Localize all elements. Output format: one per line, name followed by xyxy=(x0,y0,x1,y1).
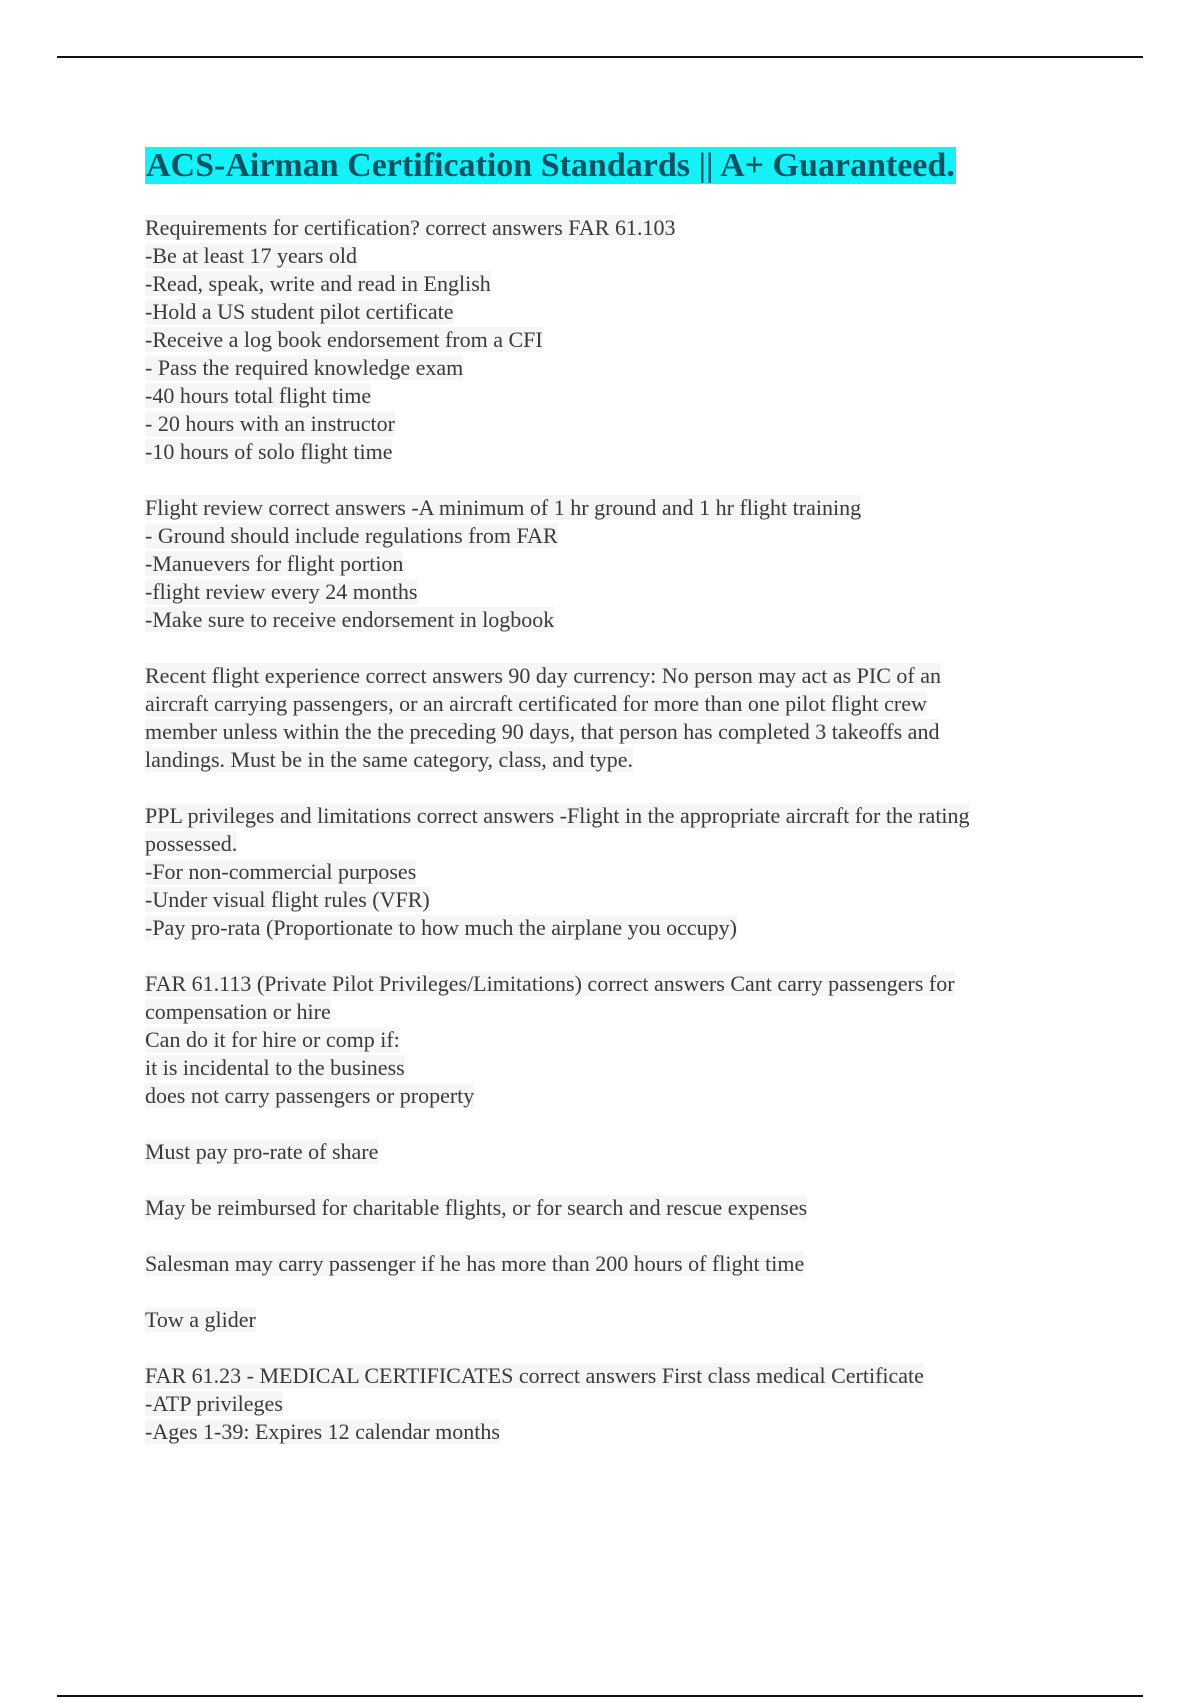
text-line xyxy=(145,718,1145,746)
text-block xyxy=(145,802,1145,942)
text-line-content: - 20 hours with an instructor xyxy=(145,411,395,436)
text-block xyxy=(145,1362,1145,1446)
text-block xyxy=(145,1138,1145,1166)
text-line-content: possessed. xyxy=(145,831,238,856)
text-line-content: FAR 61.23 - MEDICAL CERTIFICATES correct answers First class medical Certificate xyxy=(145,1363,924,1388)
text-line xyxy=(145,382,1145,410)
text-line-content: Must pay pro-rate of share xyxy=(145,1139,379,1164)
text-line xyxy=(145,438,1145,466)
text-line-content: -Manuevers for flight portion xyxy=(145,551,404,576)
text-line xyxy=(145,998,1145,1026)
text-line-content: -40 hours total flight time xyxy=(145,383,372,408)
text-line-content: does not carry passengers or property xyxy=(145,1083,475,1108)
text-line-content: -Read, speak, write and read in English xyxy=(145,271,491,296)
text-line-content: -For non-commercial purposes xyxy=(145,859,417,884)
text-line-content: compensation or hire xyxy=(145,999,331,1024)
text-line xyxy=(145,1054,1145,1082)
text-block xyxy=(145,1194,1145,1222)
text-line-content: -flight review every 24 months xyxy=(145,579,418,604)
text-line xyxy=(145,1026,1145,1054)
text-line-content: -Pay pro-rata (Proportionate to how much the airplane you occupy) xyxy=(145,915,737,940)
text-line-content: Tow a glider xyxy=(145,1307,256,1332)
top-rule xyxy=(57,56,1143,58)
text-line-content: -Under visual flight rules (VFR) xyxy=(145,887,430,912)
text-block xyxy=(145,494,1145,634)
text-line xyxy=(145,298,1145,326)
text-line xyxy=(145,1418,1145,1446)
text-line xyxy=(145,690,1145,718)
text-line xyxy=(145,746,1145,774)
text-line-content: Recent flight experience correct answers 90 day currency: No person may act as PIC of an xyxy=(145,663,941,688)
text-line-content: -ATP privileges xyxy=(145,1391,283,1416)
text-line-content: - Ground should include regulations from FAR xyxy=(145,523,558,548)
text-line-content: member unless within the the preceding 90 days, that person has completed 3 takeoffs and xyxy=(145,719,940,744)
bottom-rule xyxy=(57,1695,1143,1697)
text-line xyxy=(145,606,1145,634)
text-line xyxy=(145,1082,1145,1110)
text-line xyxy=(145,662,1145,690)
text-line xyxy=(145,830,1145,858)
text-line-content: -Be at least 17 years old xyxy=(145,243,357,268)
text-line-content: -Make sure to receive endorsement in logbook xyxy=(145,607,555,632)
text-line xyxy=(145,858,1145,886)
text-line-content: - Pass the required knowledge exam xyxy=(145,355,464,380)
text-line xyxy=(145,550,1145,578)
text-line xyxy=(145,886,1145,914)
text-line xyxy=(145,970,1145,998)
text-line-content: Can do it for hire or comp if: xyxy=(145,1027,400,1052)
text-block xyxy=(145,214,1145,466)
document-body xyxy=(145,214,1145,1474)
text-line xyxy=(145,242,1145,270)
text-line xyxy=(145,1306,1145,1334)
text-line xyxy=(145,914,1145,942)
text-line-content: -Ages 1-39: Expires 12 calendar months xyxy=(145,1419,500,1444)
text-line-content: PPL privileges and limitations correct answers -Flight in the appropriate aircraft for the rating xyxy=(145,803,970,828)
text-line xyxy=(145,1362,1145,1390)
text-line xyxy=(145,578,1145,606)
text-line-content: Salesman may carry passenger if he has more than 200 hours of flight time xyxy=(145,1251,805,1276)
text-line xyxy=(145,1194,1145,1222)
text-line xyxy=(145,1138,1145,1166)
text-line xyxy=(145,354,1145,382)
text-line xyxy=(145,326,1145,354)
text-line-content: -10 hours of solo flight time xyxy=(145,439,393,464)
document-title-text: ACS-Airman Certification Standards || A+ Guaranteed. xyxy=(146,147,955,184)
text-line-content: landings. Must be in the same category, class, and type. xyxy=(145,747,633,772)
text-line-content: aircraft carrying passengers, or an aircraft certificated for more than one pilot flight crew xyxy=(145,691,927,716)
text-line xyxy=(145,522,1145,550)
text-line xyxy=(145,802,1145,830)
text-block xyxy=(145,1306,1145,1334)
text-line-content: -Receive a log book endorsement from a CFI xyxy=(145,327,543,352)
text-line xyxy=(145,270,1145,298)
text-line-content: it is incidental to the business xyxy=(145,1055,405,1080)
text-line xyxy=(145,410,1145,438)
document-title xyxy=(145,142,956,190)
text-line-content: May be reimbursed for charitable flights, or for search and rescue expenses xyxy=(145,1195,808,1220)
text-line-content: Requirements for certification? correct answers FAR 61.103 xyxy=(145,215,676,240)
text-line-content: FAR 61.113 (Private Pilot Privileges/Limitations) correct answers Cant carry passengers for xyxy=(145,971,955,996)
text-line-content: -Hold a US student pilot certificate xyxy=(145,299,454,324)
text-line-content: Flight review correct answers -A minimum of 1 hr ground and 1 hr flight training xyxy=(145,495,862,520)
text-block xyxy=(145,970,1145,1110)
text-line xyxy=(145,214,1145,242)
text-block xyxy=(145,662,1145,774)
text-line xyxy=(145,494,1145,522)
text-block xyxy=(145,1250,1145,1278)
text-line xyxy=(145,1390,1145,1418)
text-line xyxy=(145,1250,1145,1278)
